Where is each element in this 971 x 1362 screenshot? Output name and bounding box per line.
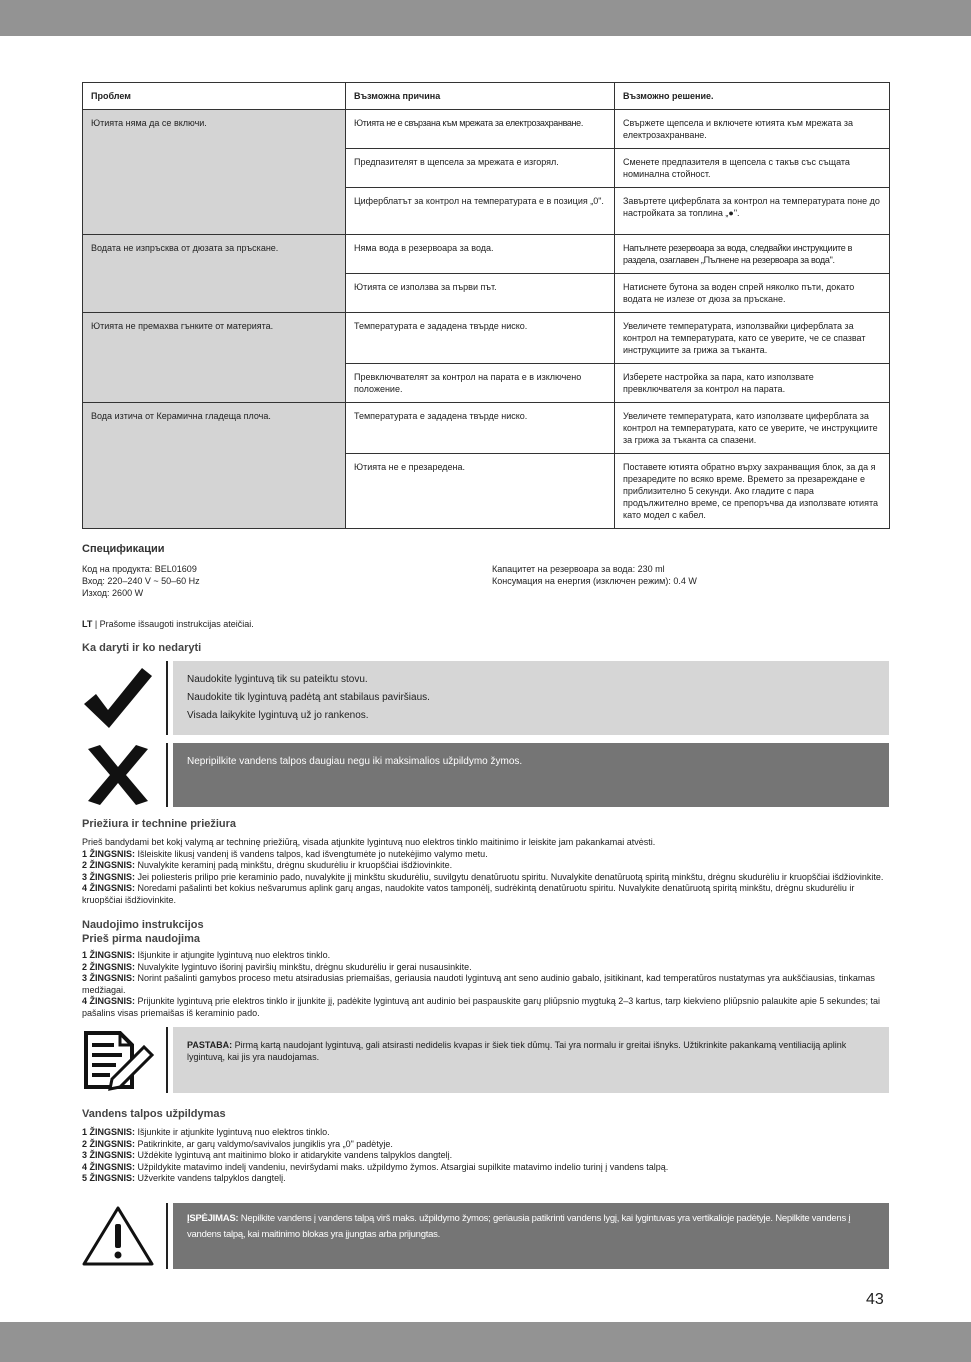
step-text: Uždėkite lygintuvą ant maitinimo bloko ir atidarykite vandens talpyklos dangtelį.: [135, 1150, 453, 1160]
spec-input: Вход: 220–240 V ~ 50–60 Hz: [82, 576, 200, 586]
header-solution: Възможно решение.: [615, 83, 890, 110]
table-row: [83, 235, 890, 274]
fill-step: [82, 1162, 889, 1174]
language-line: [82, 619, 889, 629]
divider: [166, 1203, 168, 1269]
usage-step: [82, 996, 889, 1019]
page-content: [82, 82, 889, 1269]
step-text: Išjunkite ir atjungite lygintuvą nuo elektros tinklo.: [135, 950, 331, 960]
step-label: 4 ŽINGSNIS:: [82, 996, 136, 1006]
do-panel: [173, 661, 889, 735]
step-text: Patikrinkite, ar garų valdymo/savivalos jungiklis yra „0" padėtyje.: [135, 1138, 393, 1149]
table-row: [83, 110, 890, 149]
step-label: 4 ŽINGSNIS:: [82, 1161, 136, 1172]
step-text: Išleiskite likusį vandenį iš vandens talpos, kad išvengtumėte jo nutekėjimo valymo metu.: [135, 848, 488, 859]
step-label: 2 ŽINGSNIS:: [82, 860, 136, 870]
care-text: [82, 837, 889, 906]
specs-left: [82, 563, 492, 599]
warning-triangle-icon: [82, 1203, 166, 1269]
note-pencil-icon: [82, 1027, 166, 1093]
problem-cell: Ютията няма да се включи.: [83, 110, 346, 235]
care-step: [82, 849, 889, 861]
spec-tank-capacity: Капацитет на резервоара за вода: 230 ml: [492, 564, 665, 574]
usage-text: [82, 950, 889, 1019]
usage-heading: [82, 918, 889, 946]
step-label: 4 ŽINGSNIS:: [82, 883, 136, 893]
step-label: 2 ŽINGSNIS:: [82, 961, 136, 972]
cross-icon: [82, 743, 166, 807]
fill-heading: Vandens talpos užpildymas: [82, 1108, 226, 1120]
fill-step: [82, 1127, 889, 1139]
step-text: Norint pašalinti gamybos proceso metu atsiradusias priemaišas, geriausia naudoti lygintuvą ant seno audinio gabalo, įsitikinant, kad temperatūros nustatymas yra aukščiausias, tinkamas medžiagai.: [82, 973, 875, 995]
step-label: 2 ŽINGSNIS:: [82, 1138, 136, 1149]
divider: [166, 743, 168, 807]
care-heading: Priežiura ir technine priežiura: [82, 818, 237, 830]
table-row: [83, 403, 890, 454]
warning-text: Nepilkite vandens į vandens talpą virš maks. užpildymo žymos; geriausia patikrinti vandens lygį, kai lygintuvas yra vertikalioje padėtyje. Nepilkite vandens į vandens talpą, kai maitinimo blokas yra įjungtas arba prijungtas.: [187, 1212, 851, 1240]
care-step: [82, 883, 889, 906]
step-text: Jei poliesteris prilipo prie keraminio pado, nuvalykite jį minkštu skudurėliu, suvilgytu denatūruotu spiritu. Nuvalykite denatūruotą spiritą minkštu, drėgnu skudurėliu ir kruopščiai išdžiovinkite.: [135, 871, 884, 882]
table-header-row: [83, 83, 890, 110]
header-problem: Проблем: [83, 83, 346, 110]
step-text: Nuvalykite keraminį padą minkštu, drėgnu skudurėliu ir kruopščiai išdžiovinkite.: [135, 860, 453, 870]
note-text: Pirmą kartą naudojant lygintuvą, gali atsirasti nedidelis kvapas ir šiek tiek dūmų. Tai yra normalu ir greitai išnyks. Užtikrinkite pakankamą ventiliaciją aplink lygintuvą, kai jis yra naudojamas.: [187, 1040, 847, 1062]
care-step: [82, 860, 889, 872]
cause-cell: Температурата е зададена твърде ниско.: [346, 403, 615, 454]
cause-cell: Ютията се използва за първи път.: [346, 274, 615, 313]
problem-cell: Ютията не премахва гънките от материята.: [83, 313, 346, 403]
warning-row: [82, 1203, 889, 1269]
do-row: [82, 661, 889, 735]
solution-cell: Изберете настройка за пара, като използвате превключвателя за контрол на парата.: [615, 364, 890, 403]
checkmark-icon: [82, 661, 166, 735]
solution-cell: Свържете щепсела и включете ютията към мрежата за електрозахранване.: [615, 110, 890, 149]
specs-right: [492, 563, 697, 599]
spec-product-code: Код на продукта: BEL01609: [82, 564, 197, 574]
cause-cell: Няма вода в резервоара за вода.: [346, 235, 615, 274]
specifications-heading: Спецификации: [82, 543, 165, 555]
dont-panel: [173, 743, 889, 807]
solution-cell: Поставете ютията обратно върху захранващия блок, за да я презаредите по всяко време. Времето за презареждане е приблизително 5 секунди. Ако гладите с пара продължително време, се препоръчва да използвате ютията като модел с кабел.: [615, 454, 890, 529]
note-row: [82, 1027, 889, 1093]
step-label: 3 ŽINGSNIS:: [82, 973, 136, 983]
step-text: Prijunkite lygintuvą prie elektros tinklo ir įjunkite jį, padėkite lygintuvą ant audinio bei paspauskite garų pliūpsnio mygtuką 2–3 kartus, tarp kiekvieno pliūpsnio palaukite apie 5 sekundes; tai pašalins visas priemaišas iš keraminio pado.: [82, 996, 880, 1018]
spec-power-consumption: Консумация на енергия (изключен режим): 0.4 W: [492, 576, 697, 586]
step-label: 3 ŽINGSNIS:: [82, 871, 136, 882]
solution-cell: Сменете предпазителя в щепсела с такъв със същата номинална стойност.: [615, 149, 890, 188]
cause-cell: Предпазителят в щепсела за мрежата е изгорял.: [346, 149, 615, 188]
fill-step: [82, 1150, 889, 1162]
step-text: Išjunkite ir atjunkite lygintuvą nuo elektros tinklo.: [135, 1127, 330, 1137]
divider: [166, 661, 168, 735]
note-panel: [173, 1027, 889, 1093]
top-bar: [0, 0, 971, 36]
table-row: [83, 313, 890, 364]
solution-cell: Натиснете бутона за воден спрей няколко пъти, докато водата не излезе от дюза за пръскане.: [615, 274, 890, 313]
problem-cell: Вода изтича от Керамична гладеща плоча.: [83, 403, 346, 529]
language-code: LT: [82, 619, 93, 629]
do-item: Naudokite tik lygintuvą padėtą ant stabilaus paviršiaus.: [187, 692, 430, 703]
do-item: Naudokite lygintuvą tik su pateiktu stovu.: [187, 674, 368, 685]
dont-row: [82, 743, 889, 807]
step-label: 5 ŽINGSNIS:: [82, 1173, 136, 1183]
warning-label: ĮSPĖJIMAS:: [187, 1212, 239, 1224]
cause-cell: Циферблатът за контрол на температурата е в позиция „0".: [346, 188, 615, 235]
header-cause: Възможна причина: [346, 83, 615, 110]
usage-step: [82, 973, 889, 996]
dont-item: Nepripilkite vandens talpos daugiau negu iki maksimalios užpildymo žymos.: [187, 756, 523, 767]
warning-panel: [173, 1203, 889, 1269]
usage-heading-2: Prieš pirma naudojima: [82, 933, 200, 945]
solution-cell: Напълнете резервоара за вода, следвайки инструкциите в раздела, озаглавен „Пълнене на резервоара за вода".: [615, 235, 890, 274]
cause-cell: Ютията не е свързана към мрежата за електрозахранване.: [346, 110, 615, 149]
problem-cell: Водата не изпръсква от дюзата за пръскане.: [83, 235, 346, 313]
specifications: [82, 563, 889, 599]
language-note: | Prašome išsaugoti instrukcijas ateičiai.: [92, 619, 254, 629]
fill-text: [82, 1127, 889, 1185]
fill-step: [82, 1139, 889, 1151]
usage-step: [82, 962, 889, 974]
solution-cell: Увеличете температурата, използвайки циферблата за контрол на температурата, като се уверите, че се спазват инструкциите за грижа за тъканта.: [615, 313, 890, 364]
dos-heading: Ka daryti ir ko nedaryti: [82, 642, 202, 654]
step-label: 3 ŽINGSNIS:: [82, 1150, 136, 1160]
bottom-bar: [0, 1322, 971, 1362]
care-intro: Prieš bandydami bet kokį valymą ar techninę priežiūrą, visada atjunkite lygintuvą nuo elektros tinklo maitinimo ir leiskite jam pakankamai atvėsti.: [82, 837, 656, 847]
solution-cell: Завъртете циферблата за контрол на температурата поне до настройката за топлина „●".: [615, 188, 890, 235]
divider: [166, 1027, 168, 1093]
step-text: Užpildykite matavimo indelį vandeniu, neviršydami maks. užpildymo žymos. Atsargiai supilkite matavimo indelio turinį į vandens talpą.: [135, 1161, 669, 1172]
spec-output: Изход: 2600 W: [82, 588, 144, 598]
step-label: 1 ŽINGSNIS:: [82, 1127, 136, 1137]
step-text: Nuvalykite lygintuvo išorinį paviršių minkštu, drėgnu skudurėliu ir gerai nusausinkite.: [135, 961, 472, 972]
fill-step: [82, 1173, 889, 1185]
do-item: Visada laikykite lygintuvą už jo rankenos.: [187, 710, 369, 721]
troubleshooting-table: [82, 82, 890, 529]
cause-cell: Ютията не е презаредена.: [346, 454, 615, 529]
care-step: [82, 872, 889, 884]
step-label: 1 ŽINGSNIS:: [82, 950, 136, 960]
usage-heading-1: Naudojimo instrukcijos: [82, 919, 204, 931]
cause-cell: Температурата е зададена твърде ниско.: [346, 313, 615, 364]
cause-cell: Превключвателят за контрол на парата е в изключено положение.: [346, 364, 615, 403]
note-label: PASTABA:: [187, 1040, 233, 1050]
usage-step: [82, 950, 889, 962]
step-label: 1 ŽINGSNIS:: [82, 848, 136, 859]
solution-cell: Увеличете температурата, като използвате циферблата за контрол на температурата, като се уверите, че инструкциите за грижа за тъканта са спазени.: [615, 403, 890, 454]
step-text: Noredami pašalinti bet kokius nešvarumus aplink garų angas, naudokite vatos tamponėlį, sudrėkintą denatūruotu spiritu. Nuvalykite denatūruotą spiritą minkštu, drėgnu skudurėliu ir kruopščiai išdžiovinkite.: [82, 883, 855, 905]
step-text: Užverkite vandens talpyklos dangtelį.: [135, 1173, 286, 1183]
page-number: 43: [866, 1291, 884, 1308]
